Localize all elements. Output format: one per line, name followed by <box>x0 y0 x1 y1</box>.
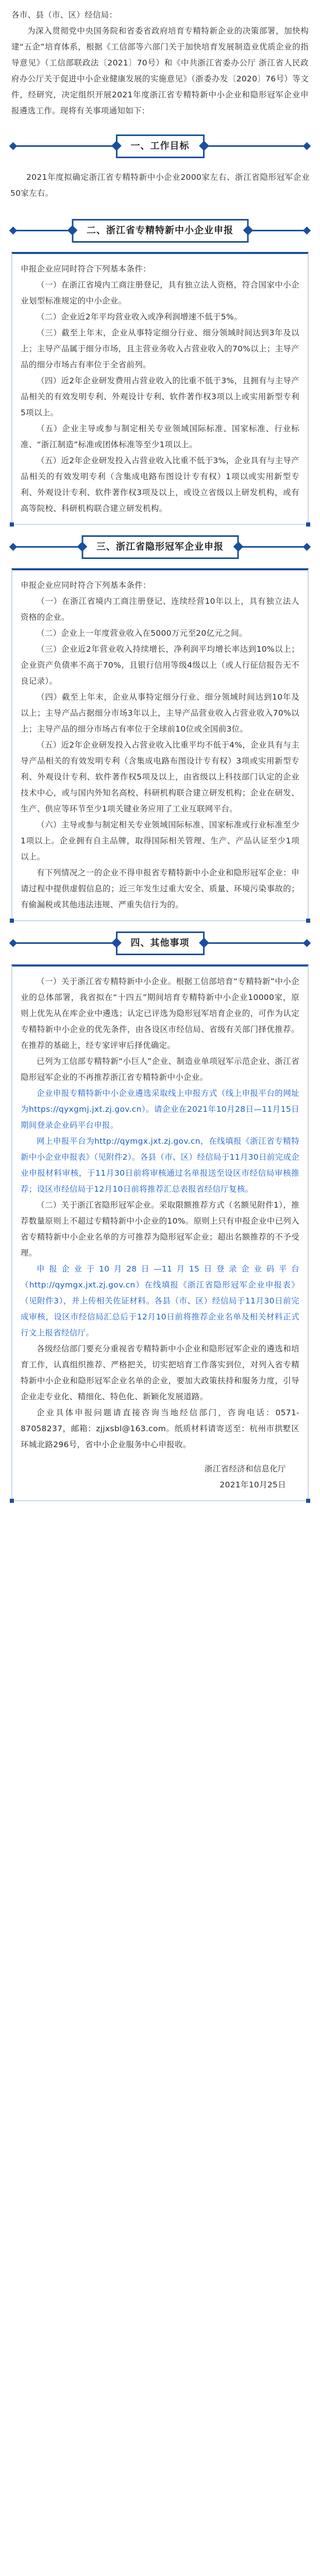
section-header-other <box>11 931 309 955</box>
section-title-sme: 二、浙江省专精特新中小企业申报 <box>72 219 248 243</box>
other-paragraph: 企业具体申报问题请直接咨询当地经信部门，咨询电话：0571-87058237，邮箱：zjjxsbl@163.com。纸质材料请寄送至：杭州市拱墅区环城北路296号，省中小企业服务中心申报收。 <box>21 1408 299 1449</box>
section-title-goal: 一、工作目标 <box>116 134 205 158</box>
champion-criterion: （一）在浙江省境内工商注册登记、连续经营10年以上，具有独立法人资格的企业。 <box>21 597 299 622</box>
champion-criterion: （四）截至上年末，企业从事特定细分行业、细分领域时间达到10年及以上；主导产品占据细分市场3年以上，主导产品营业收入占营业收入70%以上；主导产品的细分市场占有率位于全球前10位或全国前3位。 <box>21 692 299 734</box>
intro <box>0 0 320 124</box>
other-paragraph: 申报企业于10月28日—11月15日登录企业码平台（http://qymgx.jxt.zj.gov.cn）在线填报《浙江省隐形冠军企业申报表》（见附件3），并上传相关佐证材料。各县（市、区）经信局于11月30日前完成审核，设区市经信局汇总后于12月10日前将推荐企业名单及相关材料正式行文上报省经信厅。 <box>21 1264 299 1337</box>
champion-criteria-box <box>11 568 309 921</box>
champion-exclusion: 有下列情况之一的企业不得申报省专精特新中小企业和隐形冠军企业：申请过程中提供虚假信息的；近三年发生过重大安全、质量、环境污染事故的；有偷漏税或其他违法违规、严重失信行为的。 <box>21 868 299 909</box>
other-paragraph: （一）关于浙江省专精特新中小企业。根据工信部培育“专精特新”中小企业的总体部署，我省拟在“十四五”期间培育专精特新中小企业10000家，原则上优先从在库企业中遴选；认定已评选为隐形冠军培育企业的，可作为认定专精特新中小企业的优先条件，由各设区市经信局、省级有关部门择优推荐。在推荐的基础上，经专家评审后择优确定。 <box>21 977 299 1050</box>
salutation: 各市、县（市、区）经信局： <box>11 10 117 20</box>
section-title-champion: 三、浙江省隐形冠军企业申报 <box>81 535 239 559</box>
sme-lead: 申报企业应同时符合下列基本条件： <box>21 264 151 274</box>
other-paragraph: （二）关于浙江省隐形冠军企业。采取限额推荐方式（名额见附件1），推荐数量原则上不超过专精特新中小企业的10%。原则上只有申报企业中已列入省专精特新中小企业名单的方可推荐为隐形冠军企业；超出名额推荐的不予受理。 <box>21 1200 299 1258</box>
champion-criterion: （二）企业上一年度营业收入在5000万元至20亿元之间。 <box>37 629 247 638</box>
section-title-other: 四、其他事项 <box>116 931 205 955</box>
sme-criterion: （五）近2年企业研发投入占营业收入比重不低于3%，企业具有与主导产品相关的有效发明专利（含集成电路布图设计专有权）1项以或实用新型专利、外观设计专利、软件著作权3项及以上，或设立省级以上研发机构，或有高等院校、科研机构联合建立研发机构。 <box>21 456 299 513</box>
sme-criteria-box <box>11 252 309 525</box>
sme-criterion: （二）企业近2年平均营业收入或净利润增速不低于5%。 <box>37 312 242 321</box>
signature-org: 浙江省经济和信息化厅 <box>204 1464 286 1473</box>
section-header-goal <box>11 134 309 158</box>
sme-criterion: （五）企业主导或参与制定相关专业领域国际标准、国家标准、行业标准、“浙江制造”标准或团体标准等至少1项以上。 <box>21 424 299 449</box>
champion-criterion: （五）近2年企业研发投入占营业收入比重平均不低于4%，企业具有与主导产品相关的有效发明专利（含集成电路布图设计专有权）3项或实用新型专利、外观设计专利、软件著作权5项及以上，由省级以上科技部门认定的企业技术中心，或与国内外知名高校、科研机构联合建立研发机构；企业在研发、生产、供应等环节至少1项关键业务应用了工业互联网平台。 <box>21 740 299 814</box>
champion-lead: 申报企业应同时符合下列基本条件： <box>21 581 151 590</box>
section-header-champion <box>11 535 309 559</box>
champion-criterion: （六）主导或参与制定相关专业领域国际标准、国家标准或行业标准至少1项以上。企业拥有自主品牌，取得国际相关管理、生产、产品认证至少1项以上。 <box>21 820 299 861</box>
goal-content <box>0 167 320 209</box>
intro-paragraph: 为深入贯彻党中央国务院和省委省政府培育专精特新企业的决策部署，加快构建“五企”培育体系，根据《工信部等六部门关于加快培育发展制造业优质企业的指导意见》（工信部联政法〔2021〕70号）和《中共浙江省委办公厅 浙江省人民政府办公厅关于促进中小企业健康发展的实施意见》（浙委办发〔2020〕76号）等文件，经研究，决定组织开展2021年度浙江省专精特新中小企业和隐形冠军企业申报遴选工作。现将有关事项通知如下： <box>11 26 309 115</box>
other-paragraph: 各级经信部门要充分重视省专精特新中小企业和隐形冠军企业的遴选和培育工作，认真组织推荐、严格把关，切实把培育工作落实到位，对列入省专精特新中小企业和隐形冠军企业名单的企业，要加大政策扶持和服务力度，引导企业走专业化、精细化、特色化、新颖化发展道路。 <box>21 1344 299 1401</box>
other-matters-box <box>11 964 309 1501</box>
sme-criterion: （一）在浙江省境内工商注册登记，具有独立法人资格，符合国家中小企业划型标准规定的中小企业。 <box>21 280 299 306</box>
other-paragraph: 网上申报平台为http://qymgx.jxt.zj.gov.cn，在线填报《浙江省专精特新中小企业申报表》（见附件2）。各县（市、区）经信局于11月30日前完成企业申报材料审核，于11月30日前将审核通过名单报送至设区市经信局审核推荐；设区市经信局于12月10日前将推荐汇总表报省经信厅复核。 <box>21 1137 299 1194</box>
champion-criterion: （三）企业近2年营业收入持续增长，净利润平均增长率达到10%以上；企业资产负债率不高于70%，且银行信用等级4级以上（或人行征信报告无不良记录）。 <box>21 645 299 686</box>
signature-block <box>21 1453 299 1493</box>
other-paragraph: 已列为工信部专精特新“小巨人”企业、制造业单项冠军示范企业、浙江省隐形冠军企业的不再推荐浙江省专精特新中小企业。 <box>21 1057 299 1082</box>
other-paragraph: 企业申报专精特新中小企业遴选采取线上申报方式（线上申报平台的网址为https://qyxgmj.jxt.zj.gov.cn）。请企业在2021年10月28日—11月15日期间登录企业码平台申报。 <box>21 1089 299 1130</box>
signature-date: 2021年10月25日 <box>220 1480 286 1489</box>
goal-paragraph: 2021年度拟确定浙江省专精特新中小企业2000家左右、浙江省隐形冠军企业50家左右。 <box>10 173 310 198</box>
sme-criterion: （四）近2年企业研发费用占营业收入的比重不低于3%，且拥有与主导产品相关的有效发明专利、外观设计专利、软件著作权3项以上或实用新型专利5项以上。 <box>21 376 299 417</box>
section-header-sme <box>11 219 309 243</box>
sme-criterion: （三）截至上年末，企业从事特定细分行业、细分领域时间达到3年及以上；主导产品属于细分市场，且主营业务收入占营业收入的70%以上；主导产品的细分市场占有率位于全省前列。 <box>21 328 299 369</box>
